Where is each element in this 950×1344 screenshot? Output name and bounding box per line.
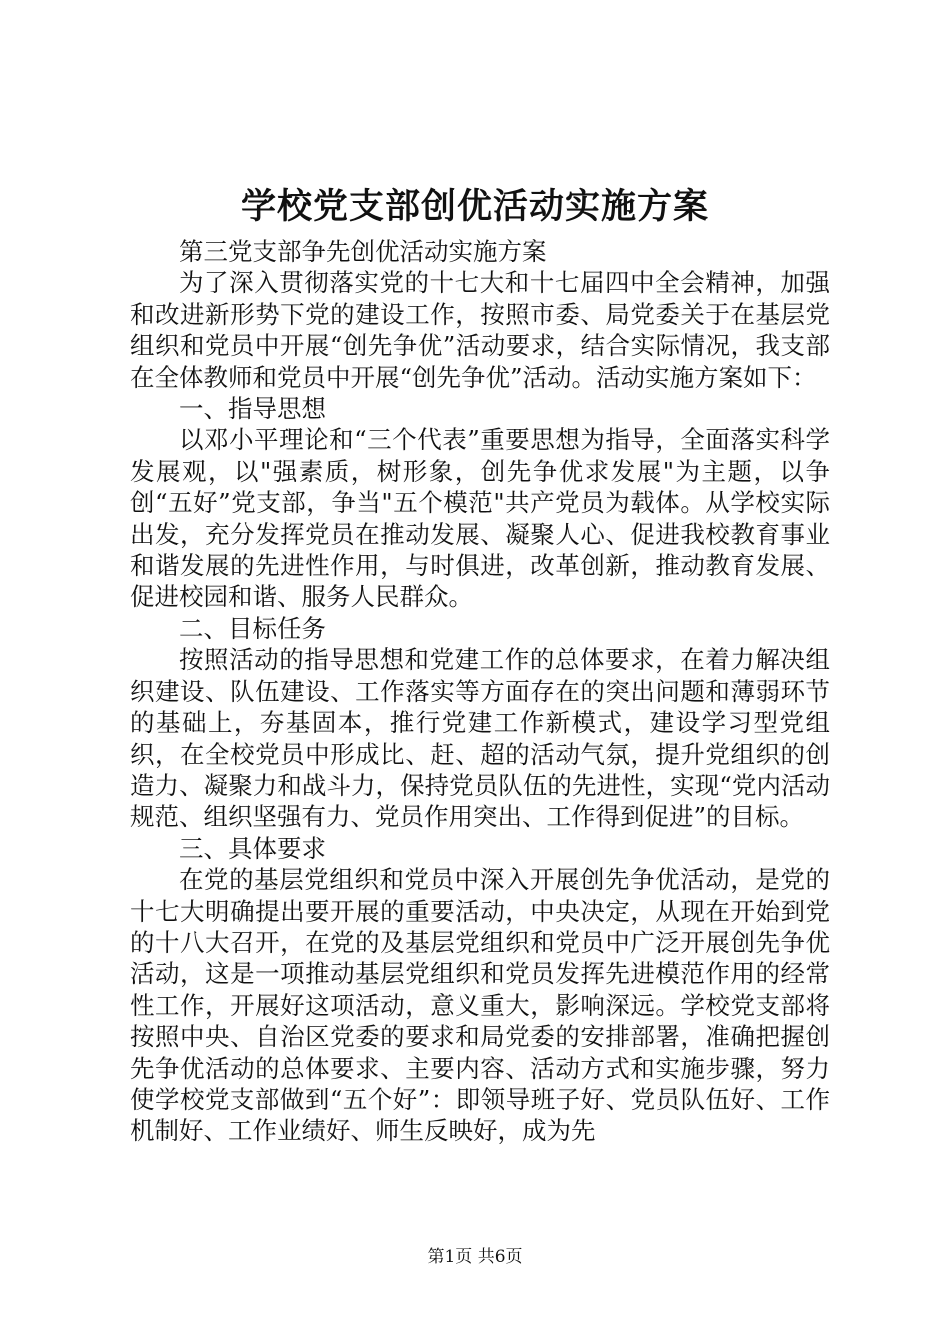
page-footer: 第1页 共6页 [427, 1247, 523, 1267]
section-heading-requirements: 三、具体要求 [179, 833, 326, 863]
subtitle-paragraph: 第三党支部争先创优活动实施方案 [179, 237, 547, 266]
section-heading-guiding-ideology: 一、指导思想 [179, 394, 326, 424]
document-title: 学校党支部创优活动实施方案 [240, 186, 709, 227]
goals-paragraph: 按照活动的指导思想和党建工作的总体要求，在着力解决组织建设、队伍建设、工作落实等方面存在的突出问题和薄弱环节的基础上，夯基固本，推行党建工作新模式，建设学习型党组织，在全校党员中形成比、赶、超的活动气氛，提升党组织的创造力、凝聚力和战斗力，保持党员队伍的先进性，实现“党内活动规范、组织坚强有力、党员作用突出、工作得到促进”的目标。 [130, 645, 830, 832]
document-body [130, 236, 830, 1147]
guiding-ideology-paragraph: 以邓小平理论和“三个代表”重要思想为指导，全面落实科学发展观，以"强素质，树形象，创先争优求发展"为主题，以争创“五好”党支部，争当"五个模范"共产党员为载体。从学校实际出发，充分发挥党员在推动发展、凝聚人心、促进我校教育事业和谐发展的先进性作用，与时俱进，改革创新，推动教育发展、促进校园和谐、服务人民群众。 [130, 425, 830, 612]
section-heading-goals: 二、目标任务 [179, 613, 326, 643]
requirements-paragraph: 在党的基层党组织和党员中深入开展创先争优活动，是党的十七大明确提出要开展的重要活动，中央决定，从现在开始到党的十八大召开，在党的及基层党组织和党员中广泛开展创先争优活动，这是一项推动基层党组织和党员发挥先进模范作用的经常性工作，开展好这项活动，意义重大，影响深远。学校党支部将按照中央、自治区党委的要求和局党委的安排部署，准确把握创先争优活动的总体要求、主要内容、活动方式和实施步骤，努力使学校党支部做到“五个好”：即领导班子好、党员队伍好、工作机制好、工作业绩好、师生反映好，成为先 [130, 865, 830, 1146]
intro-paragraph: 为了深入贯彻落实党的十七大和十七届四中全会精神，加强和改进新形势下党的建设工作，按照市委、局党委关于在基层党组织和党员中开展“创先争优”活动要求，结合实际情况，我支部在全体教师和党员中开展“创先争优”活动。活动实施方案如下： [130, 268, 830, 392]
